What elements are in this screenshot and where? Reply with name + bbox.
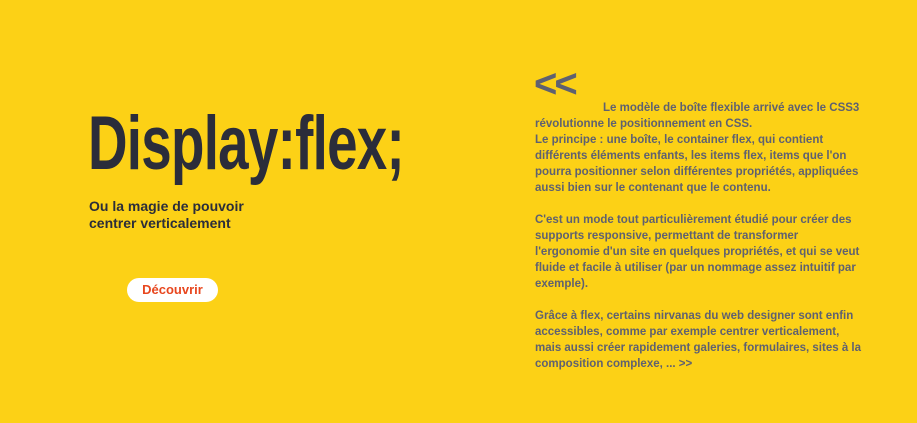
article-paragraph: Le modèle de boîte flexible arrivé avec le CSS3 révolutionne le positionnement en CSS. [535, 102, 860, 130]
article-intro [535, 100, 865, 196]
read-more-link[interactable]: >> [678, 358, 693, 370]
page-title: Display:flex; [88, 101, 405, 186]
article-text [535, 100, 865, 388]
article-paragraph: Le principe : une boîte, le container flex, qui contient différents éléments enfants, les items flex, items que l'on pourra positionner selon différentes propriétés, appliquées aussi bien sur le contenant que le contenu. [535, 134, 859, 194]
discover-button[interactable]: Découvrir [127, 278, 218, 302]
article-outro [535, 308, 865, 372]
article-paragraph: C'est un mode tout particulièrement étudié pour créer des supports responsive, permettant de transformer l'ergonomie d'un site en quelques propriétés, et qui se veut fluide et facile à utiliser (par un nommage assez intuitif par exemple). [535, 214, 860, 290]
page-subtitle: Ou la magie de pouvoir centrer verticalement [89, 198, 244, 231]
quote-mark-icon: << [534, 62, 575, 106]
article-paragraph: Grâce à flex, certains nirvanas du web designer sont enfin accessibles, comme par exemple centrer verticalement, mais aussi créer rapidement galeries, formulaires, sites à la composition complexe, ... [535, 310, 861, 370]
